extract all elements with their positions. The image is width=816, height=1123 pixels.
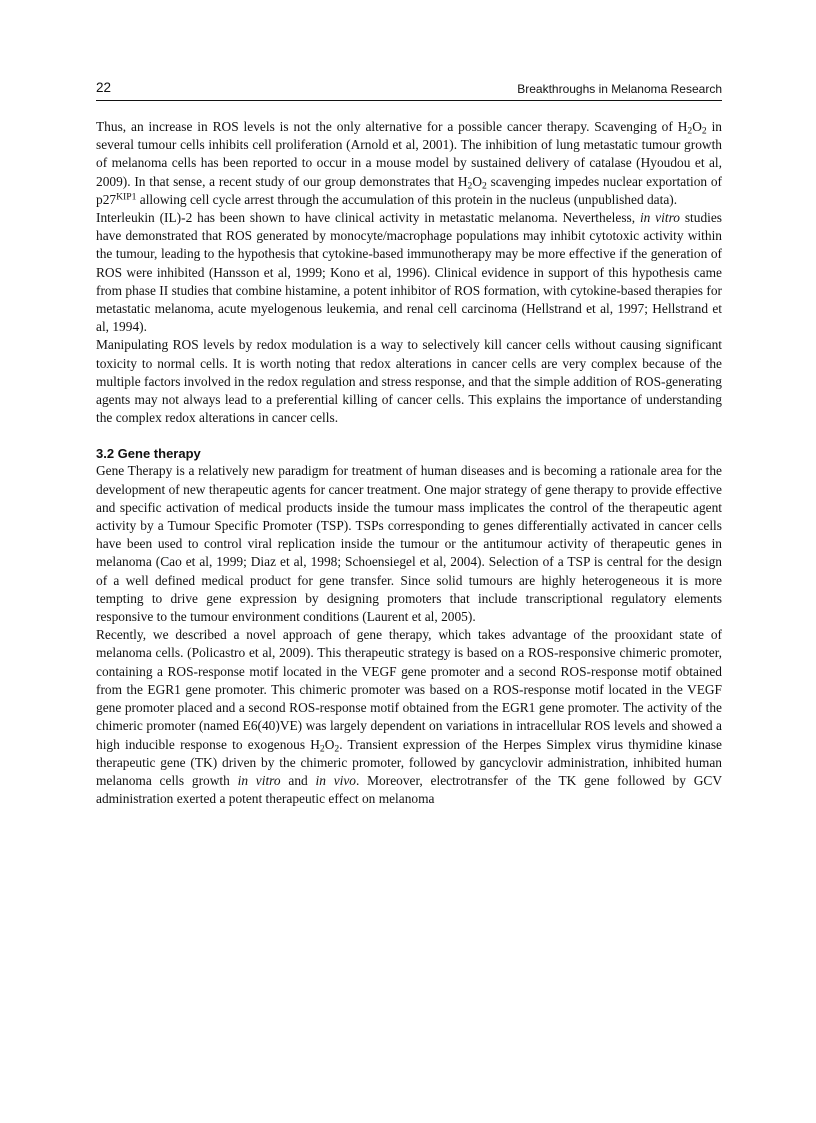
paragraph-redox-modulation: Manipulating ROS levels by redox modulation is a way to selectively kill cancer cells without causing significant toxicity to normal cells. It is worth noting that redox alterations in cancer cells are very complex because of the multiple factors involved in the redox regulation and stress response, and that the simple addition of ROS-generating agents may not always lead to a preferential killing of cancer cells. This explains the importance of understanding the complex redox alterations in cancer cells. [96,337,722,426]
page-number: 22 [96,80,112,95]
running-header [96,80,722,101]
paragraph-gene-therapy-intro: Gene Therapy is a relatively new paradigm for treatment of human diseases and is becoming a rationale area for the development of new therapeutic agents for cancer treatment. One major strategy of gene therapy to provide effective and specific activation of medical products inside the tumour mass implicates the control of the therapeutic agent activity by a Tumour Specific Promoter (TSP). TSPs corresponding to genes differentially activated in cancer cells have been used to control viral replication inside the tumour or the antitumour activity of therapeutic genes in melanoma (Cao et al, 1999; Diaz et al, 1998; Schoensiegel et al, 2004). Selection of a TSP is central for the design of a well defined medical product for gene transfer. Since solid tumours are highly heterogeneous it is more tempting to drive gene expression by designing promoters that include transcriptional regulatory elements responsive to the tumour environment conditions (Laurent et al, 2005). [96,463,722,625]
book-title: Breakthroughs in Melanoma Research [517,82,722,96]
section-heading-gene-therapy: 3.2 Gene therapy [96,446,201,462]
page [96,80,722,808]
paragraph-chimeric-promoter: Recently, we described a novel approach of gene therapy, which takes advantage of the prooxidant state of melanoma cells. (Policastro et al, 2009). This therapeutic strategy is based on a ROS-responsive chimeric promoter, containing a ROS-response motif located in the VEGF gene promoter and a second ROS-response motif obtained from the EGR1 gene promoter. This chimeric promoter was based on a ROS-response motif located in the VEGF gene promoter placed and a second ROS-response motif obtained from the EGR1 gene promoter. The activity of the chimeric promoter (named E6(40)VE) was largely dependent on variations in intracellular ROS levels and showed a high inducible response to exogenous $H_2O_2$. Transient expression of the Herpes Simplex virus thymidine kinase therapeutic gene (TK) driven by the chimeric promoter, followed by gancyclovir administration, inhibited human melanoma cells growth in vitro and in vivo. Moreover, electrotransfer of the TK gene followed by GCV administration exerted a potent therapeutic effect on melanoma [96,627,722,807]
paragraph-ros-scavenging: Thus, an increase in ROS levels is not the only alternative for a possible cancer therapy. Scavenging of $H_2O_2$ in several tumour cells inhibits cell proliferation (Arnold et al, 2001). The inhibition of lung metastatic tumour growth of melanoma cells has been reported to occur in a mouse model by sustained delivery of catalase (Hyoudou et al, 2009). In that sense, a recent study of our group demonstrates that $H_2O_2$ scavenging impedes nuclear exportation of $p27^{KIP1}$ allowing cell cycle arrest through the accumulation of this protein in the nucleus (unpublished data). [96,119,722,207]
body-text [96,118,722,808]
paragraph-interleukin: Interleukin (IL)-2 has been shown to have clinical activity in metastatic melanoma. Nevertheless, in vitro studies have demonstrated that ROS generated by monocyte/macrophage populations may inhibit cytotoxic activity within the tumour, leading to the hypothesis that cytokine-based immunotherapy may be more effective if the generation of ROS were inhibited (Hansson et al, 1999; Kono et al, 1996). Clinical evidence in support of this hypothesis came from phase II studies that combine histamine, a potent inhibitor of ROS formation, with cytokine-based therapies for metastatic melanoma, acute myelogenous leukemia, and renal cell carcinoma (Hellstrand et al, 1997; Hellstrand et al, 1994). [96,210,723,335]
